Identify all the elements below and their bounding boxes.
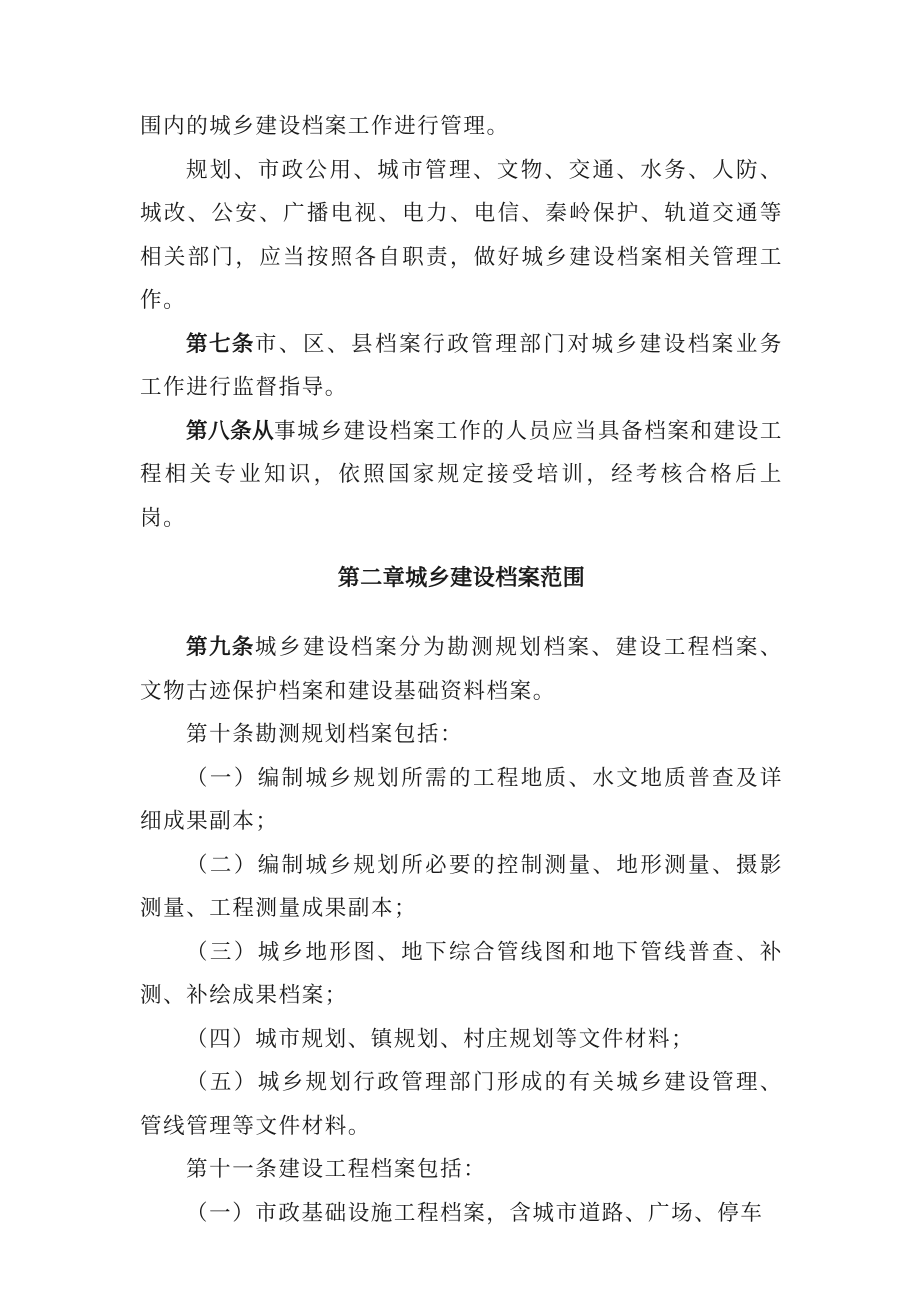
paragraph-text: 围内的城乡建设档案工作进行管理。 <box>140 114 510 139</box>
paragraph <box>140 1192 783 1236</box>
paragraphs-after <box>140 626 783 1235</box>
paragraph-text: （五）城乡规划行政管理部门形成的有关城乡建设管理、管线管理等文件材料。 <box>140 1070 783 1139</box>
paragraph-text: （一）编制城乡规划所需的工程地质、水文地质普查及详细成果副本； <box>140 765 783 834</box>
paragraph <box>140 844 783 931</box>
paragraph-text: （三）城乡地形图、地下综合管线图和地下管线普查、补测、补绘成果档案； <box>140 939 783 1008</box>
paragraph <box>140 323 783 410</box>
paragraph <box>140 149 783 323</box>
paragraph <box>140 410 783 541</box>
paragraph-text: （一）市政基础设施工程档案，含城市道路、广场、停车 <box>186 1200 764 1226</box>
paragraph-text: 第十一条建设工程档案包括： <box>186 1157 487 1182</box>
paragraph-text: （二）编制城乡规划所必要的控制测量、地形测量、摄影测量、工程测量成果副本； <box>140 852 783 921</box>
paragraph <box>140 1148 783 1192</box>
paragraph <box>140 1018 783 1062</box>
paragraph-text: 事城乡建设档案工作的人员应当具备档案和建设工程相关专业知识，依照国家规定接受培训，经考核合格后上岗。 <box>140 418 783 531</box>
article-label: 第八条从 <box>186 418 275 444</box>
paragraph <box>140 713 783 757</box>
paragraph-text: 市、区、县档案行政管理部门对城乡建设档案业务工作进行监督指导。 <box>140 331 783 400</box>
paragraph-text: 第十条勘测规划档案包括： <box>186 722 464 747</box>
paragraph <box>140 105 783 149</box>
paragraph-text: （四）城市规划、镇规划、村庄规划等文件材料； <box>186 1026 695 1052</box>
paragraph-text: 城乡建设档案分为勘测规划档案、建设工程档案、文物古迹保护档案和建设基础资料档案。 <box>140 635 783 704</box>
article-label: 第七条 <box>186 331 255 357</box>
article-label: 第九条 <box>186 635 255 660</box>
chapter-title: 第二章城乡建设档案范围 <box>337 566 586 591</box>
paragraph <box>140 757 783 844</box>
paragraphs-before <box>140 105 783 540</box>
document-page <box>140 105 783 1235</box>
paragraph <box>140 1061 783 1148</box>
paragraph <box>140 626 783 713</box>
paragraph-text: 规划、市政公用、城市管理、文物、交通、水务、人防、城改、公安、广播电视、电力、电信、秦岭保护、轨道交通等相关部门，应当按照各自职责，做好城乡建设档案相关管理工作。 <box>140 157 783 313</box>
paragraph <box>140 931 783 1018</box>
